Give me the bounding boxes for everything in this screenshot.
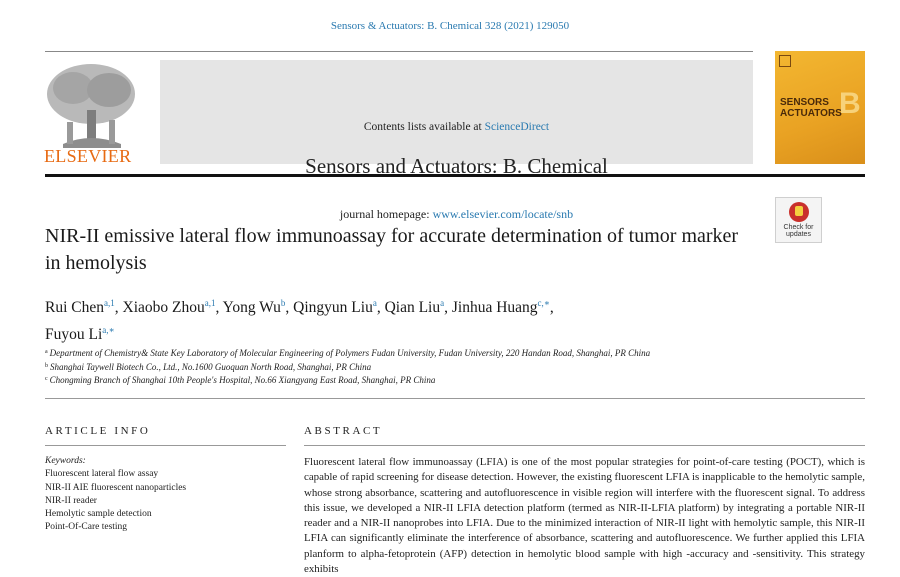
abstract-divider — [304, 445, 865, 446]
header-thick-divider — [45, 174, 865, 177]
author-name[interactable]: Jinhua Huang — [451, 299, 538, 316]
author-name[interactable]: Yong Wu — [222, 299, 281, 316]
cover-title-line2: ACTUATORS — [780, 108, 842, 119]
header-divider — [45, 51, 753, 52]
author[interactable] — [45, 299, 115, 316]
keyword-list — [45, 468, 285, 534]
author-name[interactable]: Rui Chen — [45, 299, 104, 316]
affiliation-mark: a — [45, 349, 48, 355]
keyword-item: Hemolytic sample detection — [45, 509, 152, 520]
author-affiliation-mark[interactable]: a,1 — [204, 298, 216, 308]
affiliation-mark: c — [45, 376, 48, 382]
article-info-divider — [45, 445, 286, 446]
author-name[interactable]: Qian Liu — [384, 299, 441, 316]
article-title: NIR-II emissive lateral flow immunoassay for accurate determination of tumor marker in hemolysis — [45, 225, 739, 274]
journal-reference[interactable]: Sensors & Actuators: B. Chemical 328 (2021) 129050 — [330, 20, 570, 32]
homepage-prefix: journal homepage: — [339, 207, 430, 221]
author-name[interactable]: Qingyun Liu — [293, 299, 373, 316]
section-divider — [45, 398, 865, 399]
keywords-label: Keywords: — [45, 456, 86, 466]
cover-title-line1: SENSORS — [780, 97, 829, 108]
keyword-item: Fluorescent lateral flow assay — [45, 469, 159, 480]
crossmark-icon — [789, 202, 809, 222]
article-info-heading: ARTICLE INFO — [45, 425, 151, 437]
sciencedirect-link[interactable]: ScienceDirect — [484, 121, 550, 133]
crossmark-label-line2: updates — [786, 231, 811, 238]
author[interactable] — [45, 326, 115, 343]
author-affiliation-mark[interactable]: b — [280, 298, 286, 308]
affiliation-text: Department of Chemistry& State Key Laboratory of Molecular Engineering of Polymers Fudan University, Fudan University, 220 Handan Road, Shanghai, PR China — [49, 348, 651, 358]
contents-line — [160, 121, 753, 133]
author-affiliation-mark[interactable]: a — [440, 298, 445, 308]
check-for-updates-badge[interactable] — [775, 197, 822, 243]
author-name[interactable]: Xiaobo Zhou — [122, 299, 205, 316]
crossmark-label-line1: Check for — [783, 224, 814, 231]
author-name[interactable]: Fuyou Li — [45, 326, 103, 343]
contents-prefix: Contents lists available at — [363, 121, 482, 133]
homepage-link[interactable]: www.elsevier.com/locate/snb — [432, 207, 574, 221]
affiliation-item — [45, 360, 865, 374]
journal-cover-image[interactable] — [775, 51, 865, 164]
author-affiliation-mark[interactable]: a — [372, 298, 377, 308]
author[interactable] — [123, 299, 216, 316]
homepage-line — [160, 207, 753, 222]
author-list: Rui Chen$^{a,1}$, Xiaobo Zhou$^{a,1}$, Yong Wu$^b$, Qingyun Liu$^a$, Qian Liu$^a$, Jinhua Huang$^{c,∗}$, Fuyou $Li^{a,∗}$ — [45, 298, 554, 343]
elsevier-wordmark[interactable]: ELSEVIER — [44, 146, 132, 166]
abstract-text: Fluorescent lateral flow immunoassay (LFIA) is one of the most popular strategies for point-of-care testing (POCT), which is capable of rapid screening for disease detection. However, the existing fluorescent LFIA is inapplicable to the hemolytic sample, whose strong absorbance, scattering and autofluorescence in visible region will interfere with the fluorescent signal. To address this issue, we developed a NIR-II LFIA detection platform (termed as NIR-II-LFIA platform) by integrating a portable NIR-II reader and a NIR-II nanoprobes into LFIA. Due to the minimized interaction of NIR-II light with hemolytic sample, this NIR-II LFIA can significantly eliminate the interference of absorbance, scattering and autofluorescence. We further applied this LFIA planform to alpha-fetoprotein (AFP) detection in hemolytic blood sample with high -accuracy and -sensitivity. This strategy exhibits — [304, 456, 865, 576]
author[interactable] — [293, 299, 377, 316]
journal-title: Sensors and Actuators: B. Chemical — [305, 154, 608, 178]
affiliation-item — [45, 346, 865, 360]
author-affiliation-mark[interactable]: a,1 — [104, 298, 115, 308]
keyword-item: Point-Of-Care testing — [45, 522, 128, 533]
author[interactable] — [452, 299, 550, 316]
affiliation-list — [45, 346, 865, 387]
affiliation-text: Chongming Branch of Shanghai 10th People's Hospital, No.66 Xiangyang East Road, Shanghai, PR China — [49, 375, 436, 385]
crossmark-label — [776, 224, 821, 238]
author-affiliation-mark[interactable]: c,∗ — [537, 298, 550, 308]
keyword-item: NIR-II AIE fluorescent nanoparticles — [45, 482, 187, 493]
cover-title — [780, 97, 842, 119]
author-affiliation-mark[interactable]: a,∗ — [102, 325, 115, 335]
journal-banner — [160, 60, 753, 221]
keywords-block — [45, 455, 285, 535]
cover-emblem-icon — [779, 55, 791, 67]
affiliation-item — [45, 373, 865, 387]
affiliation-mark: b — [45, 362, 48, 369]
cover-letter: B — [839, 87, 861, 120]
affiliation-text: Shanghai Taywell Biotech Co., Ltd., No.1600 Guoquan North Road, Shanghai, PR China — [50, 361, 372, 372]
abstract-heading: ABSTRACT — [304, 425, 383, 437]
author[interactable] — [223, 299, 286, 316]
keyword-item: NIR-II reader — [45, 495, 97, 506]
author[interactable] — [385, 299, 445, 316]
